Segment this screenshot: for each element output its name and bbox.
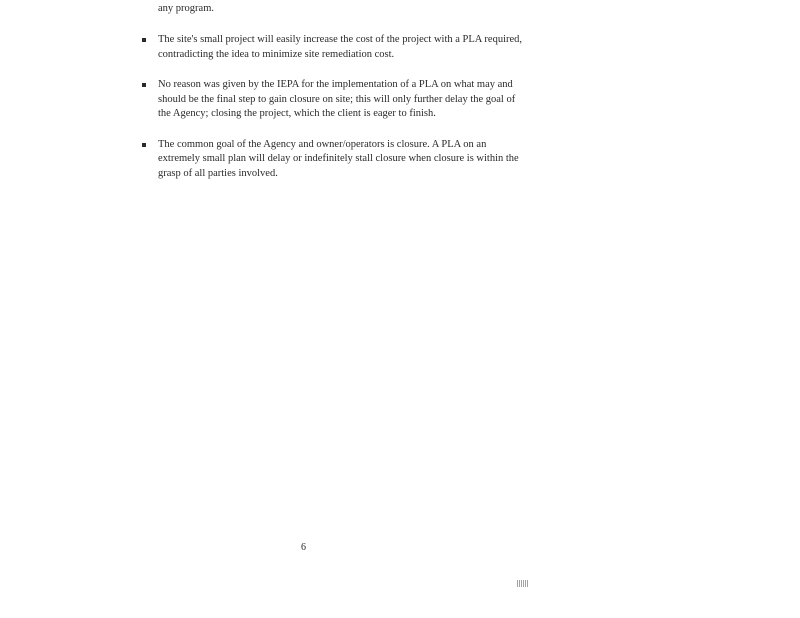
- list-item: [138, 33, 538, 62]
- scan-mark-icon: [517, 580, 529, 587]
- bullet-list: [138, 33, 538, 197]
- continued-text-fragment: any program.: [158, 3, 214, 14]
- page-number: 6: [301, 542, 306, 553]
- bullet-text: The site's small project will easily increase the cost of the project with a PLA required, contradicting the idea to minimize site remediation cost.: [158, 34, 523, 60]
- bullet-text: No reason was given by the IEPA for the implementation of a PLA on what may and should be the final step to gain closure on site; this will only further delay the goal of the Agency; closing the project, which the client is eager to finish.: [158, 79, 516, 119]
- list-item: [138, 78, 538, 122]
- square-bullet-icon: [142, 83, 146, 87]
- bullet-text: The common goal of the Agency and owner/operators is closure. A PLA on an extremely small plan will delay or indefinitely stall closure when closure is within the grasp of all parties involved.: [158, 138, 519, 179]
- square-bullet-icon: [142, 143, 146, 147]
- square-bullet-icon: [142, 38, 146, 42]
- list-item: [138, 138, 538, 182]
